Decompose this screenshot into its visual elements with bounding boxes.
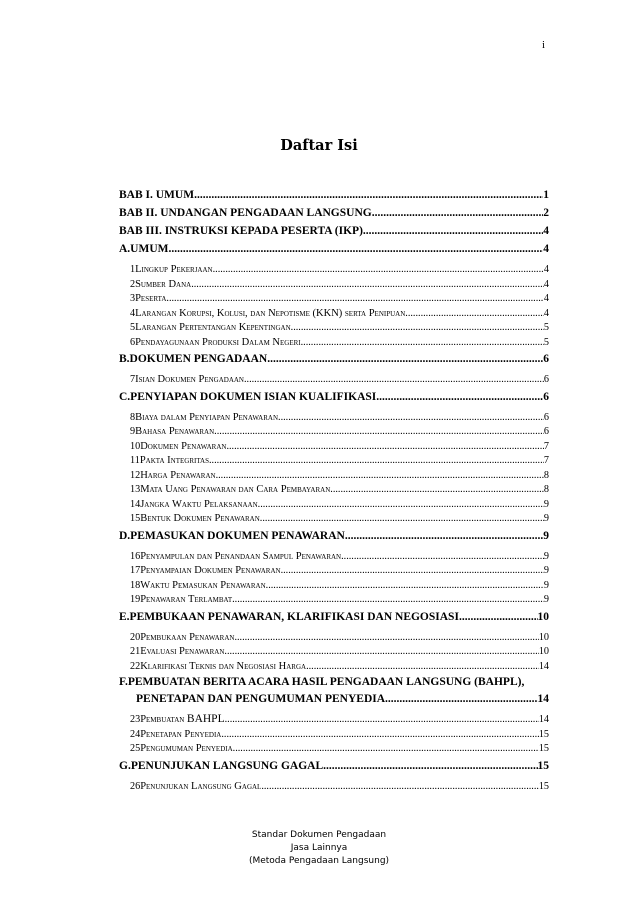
toc-entry-page: 15 (537, 759, 549, 772)
toc-subentry-number: 25 (130, 743, 141, 754)
toc-subentry-page: 5 (543, 322, 549, 333)
toc-subentry-label: Mata Uang Penawaran dan Cara Pembayaran (140, 484, 331, 495)
toc-subentry[interactable] (119, 550, 549, 565)
toc-subentry-label: Klarifikasi Teknis dan Negosiasi Harga (140, 660, 307, 672)
page-title: Daftar Isi (280, 137, 358, 154)
toc-subentry-number: 26 (130, 780, 141, 792)
toc-subentry-page: 9 (543, 498, 549, 510)
toc-subentry-number: 11 (130, 455, 140, 466)
toc-subentry[interactable] (119, 780, 549, 795)
toc-subentry-label: Pembukaan Penawaran (140, 631, 235, 643)
toc-subentry-label: Peserta (135, 293, 167, 304)
toc-entry-bab2[interactable] (119, 204, 549, 222)
toc-subentry-page: 9 (543, 565, 549, 576)
toc-subentry-page: 9 (543, 579, 549, 591)
toc-subentry[interactable] (119, 411, 549, 426)
toc-subentry-label: Evaluasi Penawaran (140, 646, 225, 657)
toc-entry-label: D.PEMASUKAN DOKUMEN PENAWARAN (119, 529, 345, 542)
toc-entry-page: 10 (537, 610, 549, 623)
toc-subentry[interactable] (119, 660, 549, 675)
toc-section-c[interactable] (119, 388, 549, 406)
toc-entry-bab3[interactable] (119, 222, 549, 240)
toc-subentry-number: 10 (130, 440, 141, 452)
toc-subentry-page: 9 (543, 550, 549, 562)
toc-subentry-label: Harga Penawaran (140, 469, 216, 481)
toc-subentry-label: Lingkup Pekerjaan (135, 264, 213, 275)
toc-subentry-number: 7 (130, 374, 136, 385)
toc-subentry-page: 6 (543, 374, 549, 385)
toc-subentry[interactable] (119, 263, 549, 278)
toc-subentry-number: 22 (130, 660, 141, 672)
toc-section-g[interactable] (119, 757, 549, 775)
toc-subentry-label: Penetapan Penyedia (140, 728, 222, 740)
toc-subentry-label: Pendayagunaan Produksi Dalam Negeri (135, 336, 301, 348)
toc-section-b[interactable] (119, 350, 549, 368)
toc-subentry-number: 15 (130, 513, 141, 524)
toc-subentry-page: 6 (543, 426, 549, 437)
toc-subentry[interactable] (119, 307, 549, 322)
toc-subentry-number: 17 (130, 565, 141, 576)
toc-entry-label: B.DOKUMEN PENGADAAN (119, 353, 268, 365)
toc-subentry-page: 4 (543, 293, 549, 304)
toc-subentry[interactable] (119, 469, 549, 484)
toc-subentry-page: 10 (538, 631, 549, 643)
toc-subentry[interactable] (119, 713, 549, 728)
toc-entry-page: 6 (543, 390, 549, 403)
toc-subentry-label: Isian Dokumen Pengadaan (135, 374, 244, 385)
toc-subentry-number: 1 (130, 264, 136, 275)
toc-subentry-label-extra: BAHPL (186, 713, 225, 725)
toc-subentry-page: 4 (543, 278, 549, 290)
toc-subentry[interactable] (119, 645, 549, 660)
toc-subentry-number: 21 (130, 646, 141, 657)
toc-subentry-number: 18 (130, 579, 141, 591)
toc-subentry-label: Bahasa Penawaran (135, 426, 215, 437)
toc-subentry[interactable] (119, 579, 549, 594)
toc-subentry[interactable] (119, 454, 549, 469)
toc-subentry-page: 10 (538, 646, 549, 657)
toc-subentry-page: 15 (538, 743, 549, 754)
toc-subentry-page: 8 (543, 484, 549, 495)
toc-subentry-page: 15 (538, 728, 549, 740)
toc-section-d[interactable] (119, 527, 549, 545)
toc-subentry-label: Penunjukan Langsung Gagal (140, 780, 262, 792)
toc-entry-label: F.PEMBUATAN BERITA ACARA HASIL PENGADAAN LANGSUNG (BAHPL), (119, 676, 525, 688)
toc-subentry-number: 13 (130, 484, 141, 495)
toc-entry-label: E.PEMBUKAAN PENAWARAN, KLARIFIKASI DAN NEGOSIASI (119, 610, 459, 623)
toc-subentry[interactable] (119, 321, 549, 336)
toc-subentry-page: 6 (543, 411, 549, 423)
toc-subentry-label: Pakta Integritas (139, 455, 209, 466)
toc-subentry-label: Pembuatan (140, 714, 185, 725)
toc-subentry[interactable] (119, 728, 549, 743)
toc-subentry-number: 5 (130, 322, 136, 333)
toc-subentry-page: 7 (543, 440, 549, 452)
toc-subentry-number: 6 (130, 336, 136, 348)
toc-subentry-number: 14 (130, 498, 141, 510)
toc-subentry[interactable] (119, 564, 549, 579)
toc-subentry-number: 20 (130, 631, 141, 643)
toc-entry-page: 4 (543, 243, 549, 255)
toc-subentry-number: 16 (130, 550, 141, 562)
toc-subentry-label: Larangan Pertentangan Kepentingan (135, 322, 291, 333)
toc-subentry-number: 4 (130, 307, 136, 319)
toc-subentry-label: Penyampulan dan Penandaan Sampul Penawaran (140, 550, 342, 562)
toc-entry-page: 1 (543, 189, 549, 201)
toc-entry-label: C.PENYIAPAN DOKUMEN ISIAN KUALIFIKASI (119, 390, 377, 403)
toc-subentry-label: Pengumuman Penyedia (140, 743, 233, 754)
toc-subentry[interactable] (119, 512, 549, 527)
toc-subentry[interactable] (119, 631, 549, 646)
toc-section-a[interactable] (119, 240, 549, 258)
toc-subentry[interactable] (119, 336, 549, 351)
toc-subentry-page: 15 (538, 780, 549, 792)
toc-subentry-page: 14 (538, 660, 549, 672)
footer-line: (Metoda Pengadaan Langsung) (248, 856, 390, 866)
toc-subentry-number: 12 (130, 469, 141, 481)
toc-subentry-label: Biaya dalam Penyiapan Penawaran (135, 411, 279, 423)
toc-subentry[interactable] (119, 373, 549, 388)
toc-subentry[interactable] (119, 593, 549, 608)
toc-subentry-number: 19 (130, 594, 141, 605)
toc-subentry-label: Jangka Waktu Pelaksanaan (140, 498, 258, 510)
toc-subentry[interactable] (119, 278, 549, 293)
toc-subentry-number: 24 (130, 728, 141, 740)
toc-subentry-page: 4 (543, 307, 549, 319)
toc-subentry-label: Penyampaian Dokumen Penawaran (140, 565, 281, 576)
toc-entry-page: 4 (543, 225, 549, 237)
toc-entry-bab1[interactable] (119, 186, 549, 204)
toc-entry-label: BAB III. INSTRUKSI KEPADA PESERTA (IKP) (119, 225, 363, 237)
toc-entry-page: 2 (543, 207, 549, 219)
toc-subentry[interactable] (119, 425, 549, 440)
toc-entry-label: BAB II. UNDANGAN PENGADAAN LANGSUNG (119, 207, 372, 219)
toc-section-e[interactable] (119, 608, 549, 626)
page-number: i (542, 39, 546, 51)
toc-subentry-page: 14 (538, 714, 549, 725)
toc-subentry-page: 8 (543, 469, 549, 481)
toc-entry-page: 14 (537, 693, 549, 705)
toc-subentry-number: 2 (130, 278, 136, 290)
toc-subentry-label: Penawaran Terlambat (140, 594, 233, 605)
toc-subentry[interactable] (119, 440, 549, 455)
toc-subentry-page: 9 (543, 594, 549, 605)
toc-subentry[interactable] (119, 483, 549, 498)
toc-subentry-number: 23 (130, 714, 141, 725)
toc-subentry[interactable] (119, 292, 549, 307)
toc-subentry-label: Dokumen Penawaran (140, 440, 227, 452)
toc-entry-label: G.PENUNJUKAN LANGSUNG GAGAL (119, 759, 324, 772)
toc-subentry[interactable] (119, 498, 549, 513)
toc-subentry-label: Larangan Korupsi, Kolusi, dan Nepotisme (KKN) serta Penipuan (135, 307, 406, 319)
toc-subentry-label: Waktu Pemasukan Penawaran (140, 579, 266, 591)
footer-line: Standar Dokumen Pengadaan (251, 830, 387, 840)
toc-subentry-page: 9 (543, 513, 549, 524)
toc-subentry-number: 9 (130, 426, 136, 437)
toc-subentry-label: Bentuk Dokumen Penawaran (140, 513, 260, 524)
toc-subentry-number: 3 (130, 293, 136, 304)
toc-entry-label-continued: PENETAPAN DAN PENGUMUMAN PENYEDIA (136, 693, 386, 705)
footer-line: Jasa Lainnya (290, 843, 348, 853)
toc-subentry-label: Sumber Dana (135, 278, 192, 290)
toc-subentry-page: 5 (543, 336, 549, 348)
toc-subentry-page: 7 (543, 455, 549, 466)
toc-subentry-page: 4 (543, 264, 549, 275)
toc-entry-label: BAB I. UMUM (119, 189, 195, 201)
table-of-contents (119, 186, 549, 794)
toc-entry-page: 9 (543, 529, 549, 542)
toc-subentry[interactable] (119, 742, 549, 757)
toc-entry-label: A.UMUM (119, 243, 169, 255)
toc-section-f[interactable] (119, 674, 549, 708)
page-footer (0, 829, 638, 868)
toc-entry-page: 6 (543, 353, 549, 365)
toc-subentry-number: 8 (130, 411, 136, 423)
